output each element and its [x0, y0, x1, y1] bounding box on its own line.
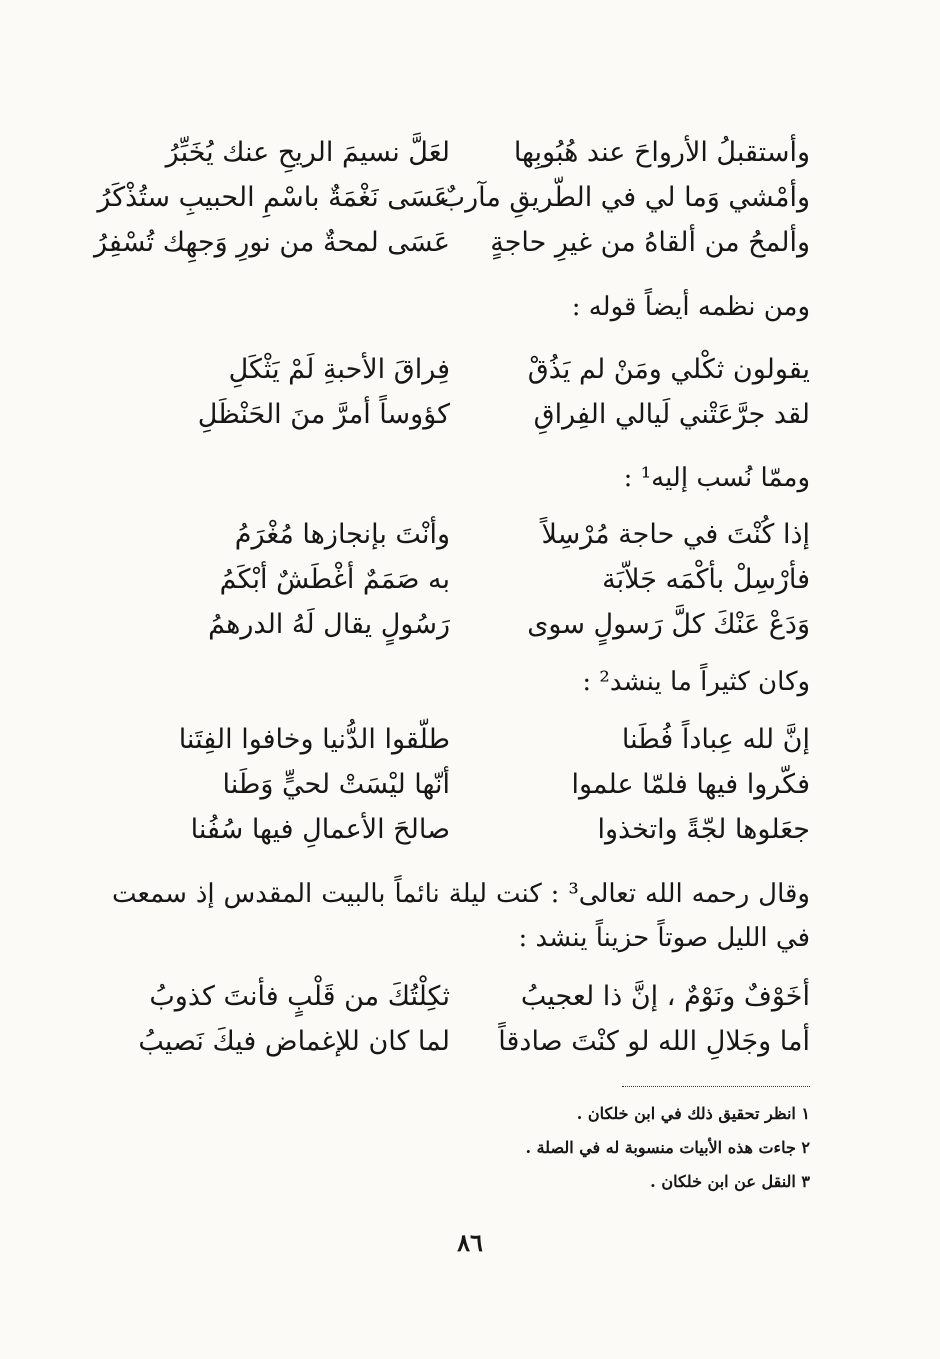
verse-line	[120, 131, 810, 175]
page-number: ٨٦	[457, 1228, 483, 1257]
verse-first-hemistich: وأمْشي وَما لي في الطّريقِ مآربٌ	[439, 182, 810, 213]
verse-first-hemistich: لقد جرَّعَتْني لَيالي الفِراقِ	[533, 399, 810, 430]
verse-second-hemistich: رَسُولٍ يقال لَهُ الدرهمُ	[208, 609, 450, 640]
verse-second-hemistich: وأنْتَ بإنجازها مُغْرَمُ	[234, 519, 450, 550]
verse-first-hemistich: إنَّ لله عِباداً فُطَنا	[621, 724, 810, 755]
verse-second-hemistich: ثكِلْتُكَ من قَلْبٍ فأنتَ كذوبُ	[149, 981, 450, 1012]
verse-first-hemistich: أما وجَلالِ الله لو كنْتَ صادقاً	[498, 1026, 810, 1057]
verse-line	[120, 393, 810, 437]
verse-second-hemistich: عَسَى لمحةٌ من نورِ وَجهِك تُسْفِرُ	[94, 227, 450, 258]
verse-second-hemistich: لما كان للإغماض فيكَ نَصيبُ	[138, 1026, 450, 1057]
verse-second-hemistich: طلّقوا الدُّنيا وخافوا الفِتَنا	[178, 724, 450, 755]
verse-second-hemistich: لعَلَّ نسيمَ الريحِ عنك يُخَبِّرُ	[165, 137, 450, 168]
verse-second-hemistich: صالحَ الأعمالِ فيها سُفُنا	[190, 814, 450, 845]
verse-line	[120, 603, 810, 647]
verse-line	[120, 513, 810, 557]
verse-line	[120, 808, 810, 852]
verse-first-hemistich: إذا كُنْتَ في حاجة مُرْسِلاً	[541, 519, 810, 550]
footnote: ١ انظر تحقيق ذلك في ابن خلكان .	[576, 1104, 810, 1123]
verse-first-hemistich: فأرْسِلْ بأكْمَه جَلاّبَة	[602, 564, 810, 595]
verse-line	[120, 718, 810, 762]
verse-second-hemistich: فِراقَ الأحبةِ لَمْ يَثْكَلِ	[228, 354, 450, 385]
verse-second-hemistich: أنّها ليْسَتْ لحيٍّ وَطَنا	[222, 769, 450, 800]
verse-first-hemistich: جعَلوها لجّةً واتخذوا	[597, 814, 810, 845]
intro-line: وممّا نُسب إليه¹ :	[623, 463, 810, 493]
verse-second-hemistich: به صَمَمٌ أغْطَشٌ أبْكَمُ	[219, 564, 450, 595]
verse-line	[94, 221, 810, 265]
verse-first-hemistich: أخَوْفٌ ونَوْمٌ ، إنَّ ذا لعجيبُ	[520, 981, 810, 1012]
verse-second-hemistich: كؤوساً أمرَّ منَ الحَنْظَلِ	[197, 399, 450, 430]
verse-line	[120, 348, 810, 392]
footnote-divider	[622, 1086, 810, 1087]
verse-first-hemistich: وأستقبلُ الأرواحَ عند هُبُوبِها	[513, 137, 810, 168]
verse-line	[120, 1020, 810, 1064]
prose-paragraph: وقال رحمه الله تعالى³ : كنت ليلة نائماً بالبيت المقدس إذ سمعت في الليل صوتاً حزيناً ينشد :	[112, 879, 810, 953]
verse-first-hemistich: وَدَعْ عَنْكَ كلَّ رَسولٍ سوى	[527, 609, 810, 640]
footnote: ٢ جاءت هذه الأبيات منسوبة له في الصلة .	[525, 1138, 810, 1157]
verse-first-hemistich: يقولون ثكْلي ومَنْ لم يَذُقْ	[527, 354, 810, 385]
verse-first-hemistich: وألمحُ من ألقاهُ من غيرِ حاجةٍ	[490, 227, 810, 258]
verse-line	[120, 558, 810, 602]
verse-first-hemistich: فكّروا فيها فلمّا علموا	[571, 769, 810, 800]
intro-line: وكان كثيراً ما ينشد² :	[582, 667, 810, 697]
verse-line	[120, 763, 810, 807]
verse-second-hemistich: عَسَى نَغْمَةٌ باسْمِ الحبيبِ ستُذْكَرُ	[97, 182, 450, 213]
intro-line: ومن نظمه أيضاً قوله :	[571, 292, 810, 322]
verse-line	[97, 176, 810, 220]
footnote: ٣ النقل عن ابن خلكان .	[650, 1172, 810, 1191]
verse-line	[120, 975, 810, 1019]
